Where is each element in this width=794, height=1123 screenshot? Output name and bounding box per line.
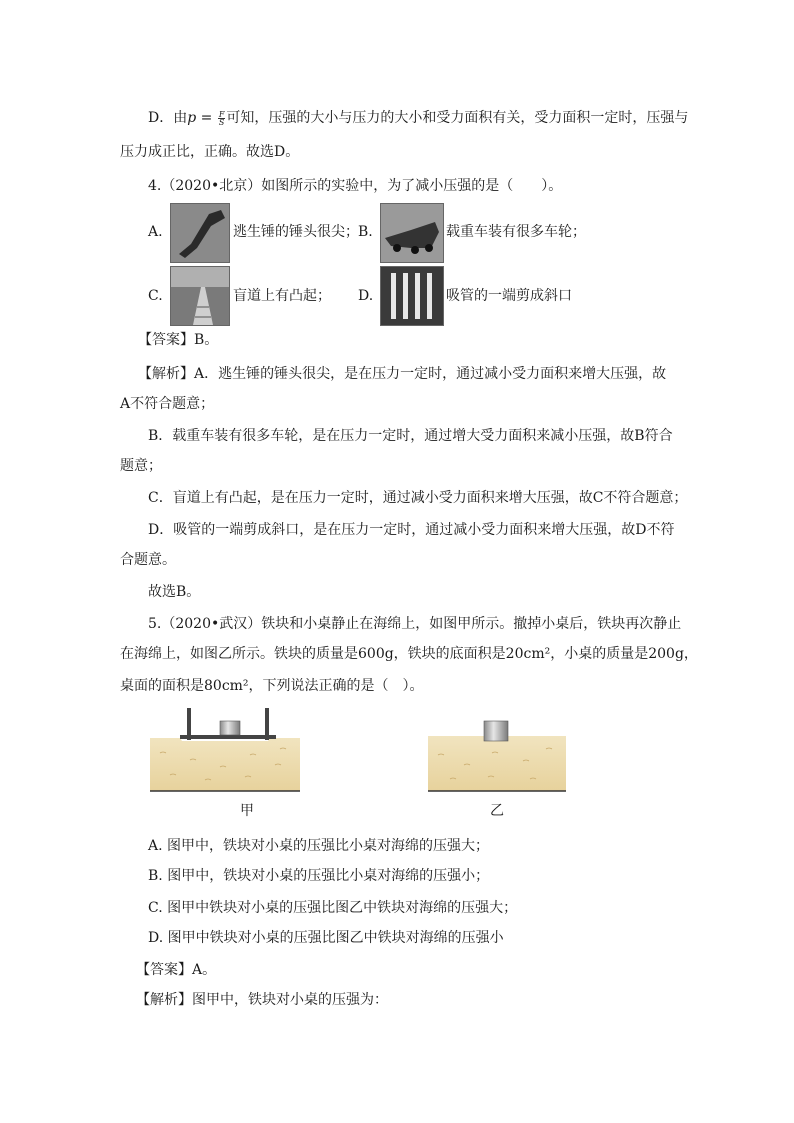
option-d-text: 吸管的一端剪成斜口	[446, 288, 572, 304]
question-4-analysis-line4: 题意；	[120, 458, 162, 474]
question-4-analysis-line6: D．吸管的一端剪成斜口，是在压力一定时，通过减小受力面积来增大压强，故D不符	[148, 522, 675, 538]
equals-sign: =	[196, 110, 217, 126]
escape-hammer-photo	[170, 203, 230, 263]
fraction-numerator: F	[218, 109, 225, 119]
question-5-stem-line3: 桌面的面积是80cm²，下列说法正确的是（ ）。	[120, 678, 424, 694]
question-5-stem-line2: 在海绵上，如图乙所示。铁块的质量是600g，铁块的底面积是20cm²，小桌的质量是200g，	[120, 646, 698, 662]
iron-block-jia	[220, 721, 240, 735]
straws-image	[381, 267, 443, 325]
option-a-letter: A.	[148, 224, 163, 240]
question-4-analysis-line7: 合题意。	[120, 552, 176, 568]
sponge-yi	[428, 736, 566, 791]
figure-label-yi: 乙	[490, 803, 504, 819]
question-4-analysis-line1: 【解析】A．逃生锤的锤头很尖，是在压力一定时，通过减小受力面积来增大压强，故	[138, 366, 667, 382]
option-d-line2: 压力成正比，正确。故选D。	[120, 144, 300, 160]
straws-photo	[380, 266, 444, 326]
option-c-letter: C.	[148, 288, 163, 304]
heavy-truck-photo	[380, 203, 444, 263]
question-4-analysis-line3: B．载重车装有很多车轮，是在压力一定时，通过增大受力面积来减小压强，故B符合	[148, 428, 673, 444]
figure-label-jia: 甲	[240, 803, 254, 819]
iron-block-yi	[484, 721, 508, 741]
question-4-analysis-line2: A不符合题意；	[120, 396, 215, 412]
figure-yi-block-on-sponge	[428, 705, 566, 793]
question-5-option-b: B. 图甲中，铁块对小桌的压强比小桌对海绵的压强小；	[148, 868, 490, 884]
tactile-paving-image	[171, 267, 229, 325]
question-4-stem: 4.（2020•北京）如图所示的实验中，为了减小压强的是（ ）。	[148, 178, 563, 194]
option-d-rest: 可知，压强的大小与压力的大小和受力面积有关，受力面积一定时，压强与	[226, 110, 689, 126]
pressure-symbol: p	[187, 110, 197, 126]
question-5-analysis-start: 【解析】图甲中，铁块对小桌的压强为：	[136, 992, 388, 1008]
option-d-prefix: D．由	[148, 110, 188, 126]
option-b-text: 载重车装有很多车轮；	[446, 224, 586, 240]
option-a-text: 逃生锤的锤头很尖；	[233, 224, 359, 240]
option-d-formula-line	[148, 108, 688, 128]
question-4-analysis-line5: C．盲道上有凸起，是在压力一定时，通过减小受力面积来增大压强，故C不符合题意；	[148, 490, 688, 506]
fraction-denominator: S	[218, 117, 225, 127]
question-5-answer: 【答案】A。	[136, 962, 217, 978]
option-d-letter: D.	[358, 288, 374, 304]
tactile-paving-photo	[170, 266, 230, 326]
escape-hammer-image	[171, 204, 229, 262]
question-4-conclusion: 故选B。	[148, 584, 201, 600]
sponge-jia	[150, 738, 300, 791]
heavy-truck-image	[381, 204, 443, 262]
pressure-fraction	[218, 111, 226, 126]
figure-jia-table-on-sponge	[150, 705, 300, 793]
question-5-stem-line1: 5.（2020•武汉）铁块和小桌静止在海绵上，如图甲所示。撤掉小桌后，铁块再次静止	[148, 616, 682, 632]
question-5-option-c: C. 图甲中铁块对小桌的压强比图乙中铁块对海绵的压强大；	[148, 900, 518, 916]
question-4-answer: 【答案】B。	[138, 332, 219, 348]
option-c-text: 盲道上有凸起；	[233, 288, 331, 304]
table-top	[180, 735, 276, 739]
question-5-option-a: A. 图甲中，铁块对小桌的压强比小桌对海绵的压强大；	[148, 838, 490, 854]
option-b-letter: B.	[358, 224, 373, 240]
question-5-option-d: D. 图甲中铁块对小桌的压强比图乙中铁块对海绵的压强小	[148, 930, 504, 946]
